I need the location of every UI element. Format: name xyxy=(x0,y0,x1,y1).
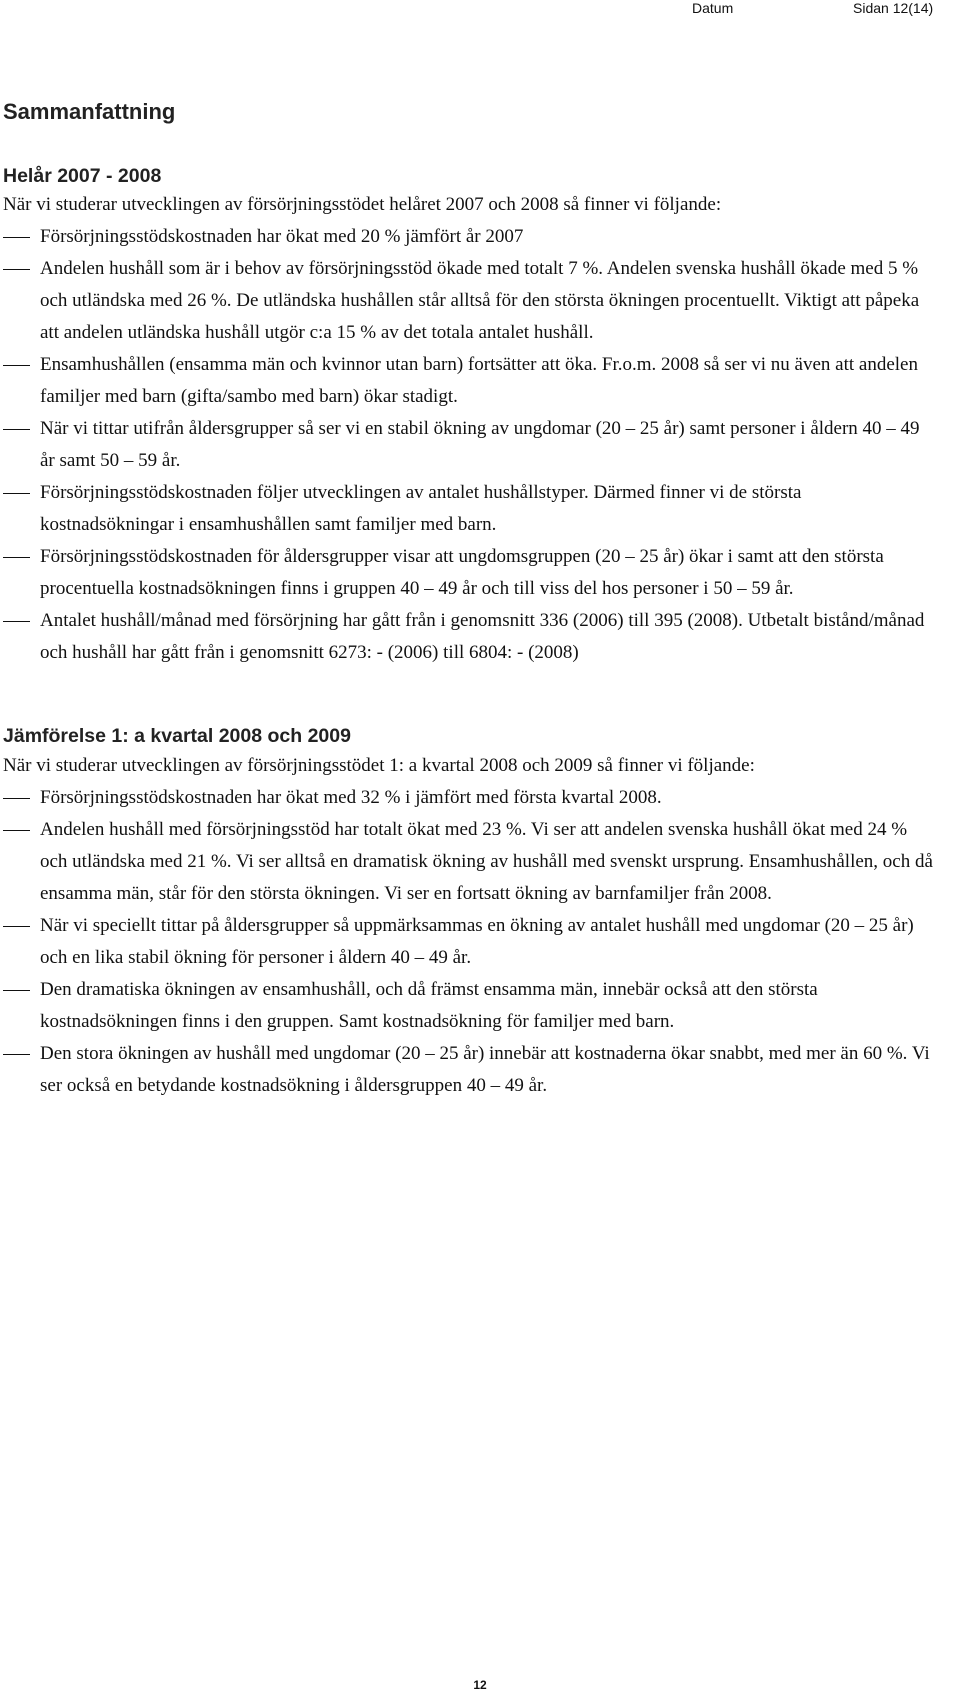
dash-bullet-icon xyxy=(3,269,30,270)
dash-bullet-icon xyxy=(3,237,30,238)
document-body xyxy=(3,97,938,1102)
list-item-text: När vi speciellt tittar på åldersgrupper så uppmärksammas en ökning av antalet hushåll med ungdomar (20 – 25 år) och en lika stabil ökning för personer i åldern 40 – 49 år. xyxy=(40,915,914,968)
list-item-text: Den dramatiska ökningen av ensamhushåll, och då främst ensamma män, innebär också att den största kostnadsökningen finns i den gruppen. Samt kostnadsökning för familjer med barn. xyxy=(40,979,818,1032)
header-page-indicator: Sidan 12(14) xyxy=(853,0,934,16)
dash-bullet-icon xyxy=(3,493,30,494)
list-item-text: Andelen hushåll som är i behov av försörjningsstöd ökade med totalt 7 %. Andelen svenska hushåll ökade med 5 % och utländska med 26 %. De utländska hushållen står alltså för den största ökningen procentuellt. Viktigt att påpeka att andelen utländska hushåll utgör c:a 15 % av det totala antalet hushåll. xyxy=(40,258,920,343)
section-subtitle-full-year: Helår 2007 - 2008 xyxy=(3,165,162,187)
list-item xyxy=(3,541,938,605)
list-item-text: Försörjningsstödskostnaden har ökat med 20 % jämfört år 2007 xyxy=(40,226,524,247)
page-header xyxy=(0,0,960,18)
dash-bullet-icon xyxy=(3,365,30,366)
dash-bullet-icon xyxy=(3,990,30,991)
list-item-text: Försörjningsstödskostnaden följer utvecklingen av antalet hushållstyper. Därmed finner vi de största kostnadsökningar i ensamhushållen samt familjer med barn. xyxy=(40,482,802,535)
list-item xyxy=(3,221,938,253)
list-item xyxy=(3,605,938,669)
dash-bullet-icon xyxy=(3,557,30,558)
list-item-text: Försörjningsstödskostnaden för åldersgrupper visar att ungdomsgruppen (20 – 25 år) ökar i samt att den största procentuella kostnadsökningen finns i gruppen 40 – 49 år och till viss del hos personer i 50 – 59 år. xyxy=(40,546,884,599)
dash-bullet-icon xyxy=(3,926,30,927)
list-item xyxy=(3,814,938,910)
list-item-text: Den stora ökningen av hushåll med ungdomar (20 – 25 år) innebär att kostnaderna ökar snabbt, med mer än 60 %. Vi ser också en betydande kostnadsökning i åldersgruppen 40 – 49 år. xyxy=(40,1043,930,1096)
header-date: Datum xyxy=(692,0,734,16)
list-item xyxy=(3,253,938,349)
list-item-text: Antalet hushåll/månad med försörjning har gått från i genomsnitt 336 (2006) till 395 (2008). Utbetalt bistånd/månad och hushåll har gått från i genomsnitt 6273: - (2006) till 6804: - (2008) xyxy=(40,610,925,663)
list-item xyxy=(3,910,938,974)
list-item-text: Ensamhushållen (ensamma män och kvinnor utan barn) fortsätter att öka. Fr.o.m. 2008 så ser vi nu även att andelen familjer med barn (gifta/sambo med barn) ökar stadigt. xyxy=(40,354,918,407)
list-item xyxy=(3,349,938,413)
section-title-summary: Sammanfattning xyxy=(3,99,176,124)
section-title-comparison: Jämförelse 1: a kvartal 2008 och 2009 xyxy=(3,725,351,747)
page-footer xyxy=(0,1678,960,1692)
dash-bullet-icon xyxy=(3,429,30,430)
list-item xyxy=(3,974,938,1038)
list-item xyxy=(3,782,938,814)
list-item-text: När vi tittar utifrån åldersgrupper så ser vi en stabil ökning av ungdomar (20 – 25 år) samt personer i åldern 40 – 49 år samt 50 – 59 år. xyxy=(40,418,920,471)
page-number: 12 xyxy=(473,1678,487,1692)
list-item xyxy=(3,1038,938,1102)
summary-intro-paragraph: När vi studerar utvecklingen av försörjningsstödet helåret 2007 och 2008 så finner vi följande: xyxy=(3,194,722,215)
dash-bullet-icon xyxy=(3,798,30,799)
summary-bullet-list xyxy=(3,221,938,669)
comparison-intro-paragraph: När vi studerar utvecklingen av försörjningsstödet 1: a kvartal 2008 och 2009 så finner vi följande: xyxy=(3,755,755,776)
dash-bullet-icon xyxy=(3,830,30,831)
list-item xyxy=(3,477,938,541)
list-item xyxy=(3,413,938,477)
list-item-text: Andelen hushåll med försörjningsstöd har totalt ökat med 23 %. Vi ser att andelen svenska hushåll ökat med 24 % och utländska med 21 %. Vi ser alltså en dramatisk ökning av hushåll med svenskt ursprung. Ensamhushållen, och då ensamma män, står för den största ökningen. Vi ser en fortsatt ökning av barnfamiljer från 2008. xyxy=(40,819,933,904)
dash-bullet-icon xyxy=(3,621,30,622)
list-item-text: Försörjningsstödskostnaden har ökat med 32 % i jämfört med första kvartal 2008. xyxy=(40,787,662,808)
comparison-bullet-list xyxy=(3,782,938,1102)
dash-bullet-icon xyxy=(3,1054,30,1055)
